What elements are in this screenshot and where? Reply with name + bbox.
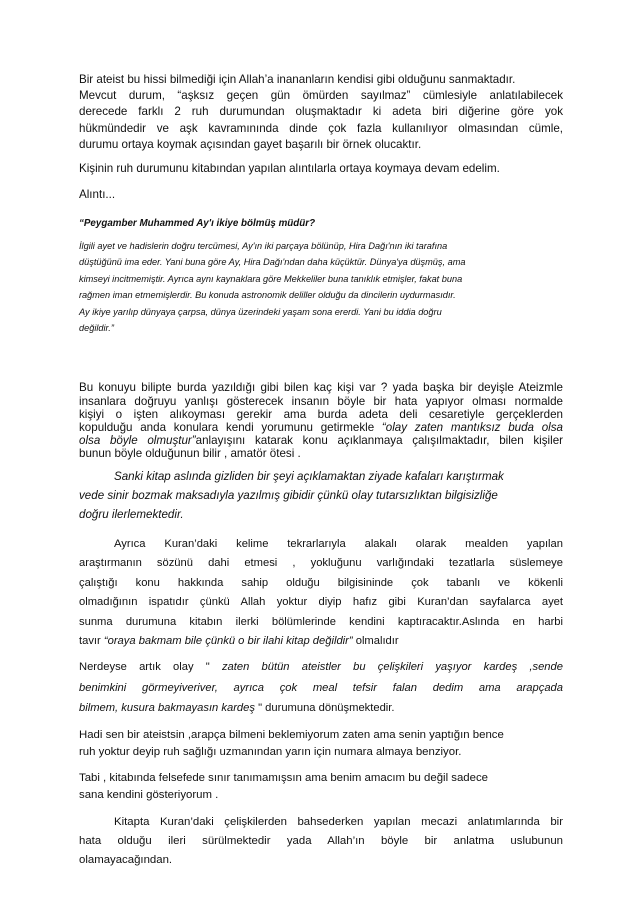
text-line: araştırmanın sözünü dahi etmesi , yokluğunu varlığındaki tezatlarla süslemeye [79, 557, 563, 570]
text-line: Sanki kitap aslında gizliden bir şeyi açıklamaktan ziyade kafaları karıştırmak [114, 469, 504, 483]
text-line: Bu konuyu bilipte burda yazıldığı gibi bilen kaç kişi var ? yada başka bir deyişle Ateizmle [79, 381, 563, 395]
text-line: bunun böyle olduğunun bilir , amatör ötesi . [79, 447, 301, 461]
paragraph-intro [79, 72, 563, 153]
paragraph-quote-intro: Alıntı... [79, 188, 116, 202]
quote-body [79, 238, 563, 336]
paragraph-repetition [79, 535, 563, 651]
text-line [79, 434, 563, 447]
text-line: çalıştığı konu hakkında sahip olduğu bilgisininde çok tabanlı ve kökenli [79, 576, 563, 589]
text-line: olamayacağından. [79, 853, 173, 866]
text-line: Tabi , kitabında felsefede sınır tanımamışsın ama benim amacım bu değil sadece [79, 772, 489, 785]
text-line: kimseyi incitmemiştir. Ayrıca aynı kaynaklara göre Mekkeliler buna tanıklık etmişler, fakat buna [79, 273, 463, 284]
italic-span: bilmem, kusura bakmayasın kardeş [79, 701, 255, 714]
text-line: insanlara doğruyu yanlışı gösterecek insanın böyle bir hata yapıyor olması normalde [79, 394, 563, 408]
italic-span: zaten bütün ateistler bu çelişkileri yaşıyor kardeş ,sende [221, 661, 563, 674]
text-line: vede sinir bozmak maksadıyla yazılmış gibidir çünkü olay tutarsızlıktan bilgisizliğe [79, 489, 498, 503]
text-line: olmadığının ispatıdır çünkü Allah yoktur diyip hafız gibi Kuran’dan sayfalarca ayet [79, 596, 563, 609]
text-line: Ayrıca Kuran’daki kelime tekrarlarıyla alakalı olarak mealden yapılan [114, 537, 563, 550]
text-span: kopulduğu anda konulara kendi yorumunu getirmekle [79, 421, 382, 435]
document-page [79, 72, 563, 870]
paragraph-kitapta [79, 813, 563, 869]
quote-title: “Peygamber Muhammed Ay'ı ikiye bölmüş müdür? [79, 218, 316, 230]
paragraph-nerdeyse [79, 657, 563, 718]
text-line: sunma durumuna kitabın ilerki bölümlerinde kendini kaptıracaktır.Aslında en harbi [79, 615, 563, 628]
text-line [79, 632, 563, 651]
text-line: benimkini görmeyiveriver, ayrıca çok meal tefsir falan dedim ama arapçada [79, 681, 563, 694]
text-line: Ay ikiye yarılıp dünyaya çarpsa, dünya üzerindeki yaşam sona ererdi. Yani bu iddia doğru [79, 306, 442, 317]
paragraph-continue: Kişinin ruh durumunu kitabından yapılan alıntılarla ortaya koymaya devam edelim. [79, 162, 500, 176]
text-line: doğru ilerlemektedir. [79, 508, 184, 522]
italic-span: “oraya bakmam bile çünkü o bir ilahi kitap değildir” [103, 634, 353, 647]
text-line [79, 421, 563, 434]
text-span: " durumuna dönüşmektedir. [254, 701, 395, 714]
paragraph-hadi [79, 727, 563, 760]
text-line: hükmündedir ve aşk kavramınında dinde çok fazla kullanılıyor olmasından cümle, [79, 121, 563, 135]
text-line [79, 657, 563, 677]
text-line: değildir.” [79, 323, 114, 334]
paragraph-question [79, 381, 563, 460]
text-line: rağmen iman etmemişlerdir. Bu konuda astronomik deliller olduğu da dincilerin uydurmasıdır. [79, 290, 456, 301]
text-line: Bir ateist bu hissi bilmediği için Allah’a inananların kendisi gibi olduğunu sanmaktadır. [79, 73, 516, 86]
italic-span: olsa böyle olmuştur” [79, 434, 196, 448]
text-line: kişiyi o işten alıkoyması gerekir ama burda adeta deli cesaretiyle gerçeklerden [79, 407, 563, 421]
text-line: Mevcut durum, “aşksız geçen gün ömürden sayılmaz” cümlesiyle anlatılabilecek [79, 89, 563, 103]
text-line: sana kendini gösteriyorum . [79, 788, 219, 801]
text-line: Kitapta Kuran’daki çelişkilerden bahsederken yapılan mecazi anlatımlarında bir [114, 816, 563, 829]
text-line: Hadi sen bir ateistsin ,arapça bilmeni beklemiyorum zaten ama senin yaptığın bence [79, 728, 504, 741]
text-line: İlgili ayet ve hadislerin doğru tercümesi, Ay'ın iki parçaya bölünüp, Hira Dağı'nın iki tarafına [79, 241, 448, 252]
text-span: olmalıdır [352, 634, 399, 647]
paragraph-italic [79, 467, 563, 525]
paragraph-tabi [79, 770, 563, 803]
text-line: hata olduğu ileri sürülmektedir yada Allah’ın böyle bir anlatma uslubunun [79, 835, 563, 848]
text-line: ruh yoktur deyip ruh sağlığı uzmanından yarın için numara almaya benziyor. [79, 745, 462, 758]
text-line: derecede farklı 2 ruh durumundan oluşmaktadır ki adeta biri diğerine göre yok [79, 105, 563, 119]
italic-span: “olay zaten mantıksız buda olsa [381, 421, 563, 435]
text-span: tavır [79, 634, 104, 647]
text-line: düştüğünü ima eder. Yani buna göre Ay, Hira Dağı'ndan daha küçüktür. Dünya'ya düşmüş, ama [79, 257, 466, 268]
text-line: durumu ortaya koymak açısından gayet başarılı bir örnek olucaktır. [79, 137, 422, 151]
text-span: anlayışını katarak konu açıklanmaya çalışılmaktadır, bilen kişiler [195, 434, 564, 448]
text-line [79, 698, 563, 718]
text-span: Nerdeyse artık olay " [79, 661, 222, 674]
